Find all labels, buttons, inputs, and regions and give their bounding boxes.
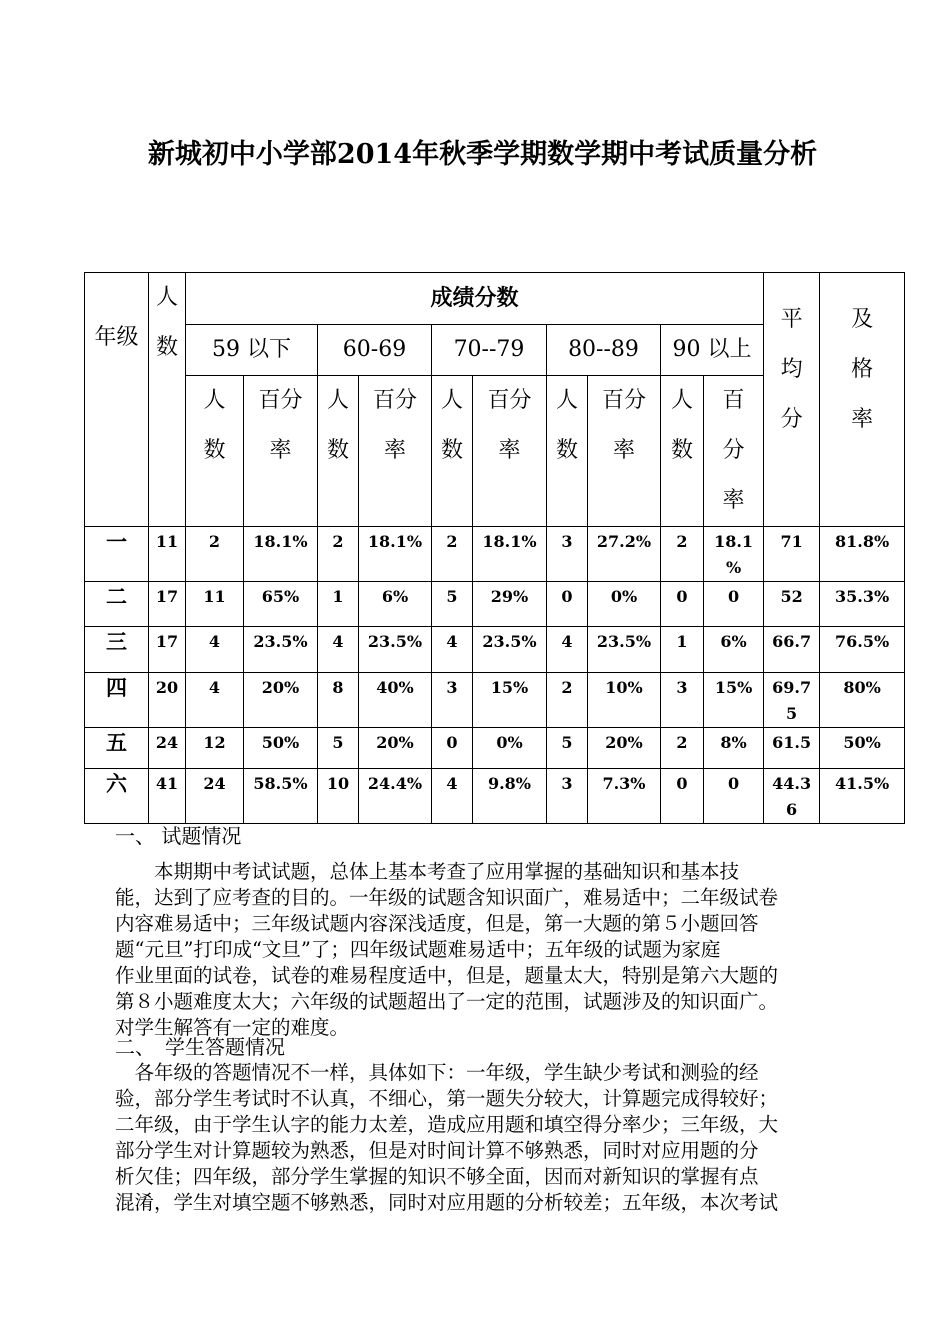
cell-value: 2 bbox=[186, 527, 244, 582]
cell-grade: 三 bbox=[85, 627, 149, 673]
cell-value: 10% bbox=[588, 673, 661, 728]
cell-value: 18.1 % bbox=[704, 527, 764, 582]
cell-value: 0 bbox=[661, 582, 704, 627]
cell-value: 0 bbox=[661, 769, 704, 824]
cell-pass-rate: 35.3% bbox=[820, 582, 905, 627]
section-heading-1: 一、 试题情况 bbox=[115, 824, 242, 848]
cell-pass-rate: 76.5% bbox=[820, 627, 905, 673]
cell-value: 4 bbox=[186, 673, 244, 728]
cell-count: 11 bbox=[149, 527, 186, 582]
cell-value: 1 bbox=[318, 582, 359, 627]
cell-value: 23.5% bbox=[359, 627, 432, 673]
cell-grade: 五 bbox=[85, 728, 149, 769]
cell-value: 50% bbox=[244, 728, 318, 769]
text-line: 对学生解答有一定的难度。 bbox=[115, 1016, 350, 1039]
text-line: 二年级，由于学生认字的能力太差，造成应用题和填空得分率少；三年级，大 bbox=[115, 1113, 779, 1136]
cell-count: 17 bbox=[149, 582, 186, 627]
cell-value: 5 bbox=[318, 728, 359, 769]
cell-value: 65% bbox=[244, 582, 318, 627]
cell-average: 69.7 5 bbox=[764, 673, 820, 728]
table-row bbox=[85, 673, 905, 728]
cell-average: 44.3 6 bbox=[764, 769, 820, 824]
cell-count: 17 bbox=[149, 627, 186, 673]
range-59-below: 59 以下 bbox=[186, 325, 318, 376]
cell-value: 40% bbox=[359, 673, 432, 728]
score-table bbox=[84, 272, 905, 824]
cell-pass-rate: 50% bbox=[820, 728, 905, 769]
cell-value: 20% bbox=[588, 728, 661, 769]
cell-value: 0% bbox=[588, 582, 661, 627]
sub-pct: 百分 率 bbox=[588, 376, 661, 527]
header-pass-rate: 及 格 率 bbox=[820, 273, 905, 527]
cell-count: 24 bbox=[149, 728, 186, 769]
cell-count: 20 bbox=[149, 673, 186, 728]
text-line: 内容难易适中；三年级试题内容深浅适度，但是，第一大题的第５小题回答 bbox=[115, 912, 759, 935]
cell-average: 66.7 bbox=[764, 627, 820, 673]
cell-grade: 六 bbox=[85, 769, 149, 824]
cell-value: 27.2% bbox=[588, 527, 661, 582]
sub-count: 人 数 bbox=[432, 376, 473, 527]
cell-value: 6% bbox=[359, 582, 432, 627]
range-60-69: 60-69 bbox=[318, 325, 432, 376]
cell-value: 4 bbox=[318, 627, 359, 673]
table-row bbox=[85, 527, 905, 582]
cell-value: 2 bbox=[432, 527, 473, 582]
cell-average: 71 bbox=[764, 527, 820, 582]
text-line: 本期期中考试试题，总体上基本考查了应用掌握的基础知识和基本技 bbox=[115, 860, 740, 883]
cell-value: 24 bbox=[186, 769, 244, 824]
cell-pass-rate: 81.8% bbox=[820, 527, 905, 582]
sub-count: 人 数 bbox=[318, 376, 359, 527]
range-90-above: 90 以上 bbox=[661, 325, 764, 376]
cell-value: 29% bbox=[473, 582, 547, 627]
text-line: 各年级的答题情况不一样，具体如下：一年级，学生缺少考试和测验的经 bbox=[115, 1061, 759, 1084]
text-line: 析欠佳；四年级，部分学生掌握的知识不够全面，因而对新知识的掌握有点 bbox=[115, 1165, 759, 1188]
cell-value: 4 bbox=[432, 769, 473, 824]
table-row bbox=[85, 728, 905, 769]
cell-value: 23.5% bbox=[588, 627, 661, 673]
cell-value: 24.4% bbox=[359, 769, 432, 824]
cell-value: 18.1% bbox=[473, 527, 547, 582]
header-average: 平 均 分 bbox=[764, 273, 820, 527]
cell-average: 61.5 bbox=[764, 728, 820, 769]
cell-average: 52 bbox=[764, 582, 820, 627]
cell-value: 0 bbox=[432, 728, 473, 769]
cell-value: 4 bbox=[186, 627, 244, 673]
sub-count: 人 数 bbox=[186, 376, 244, 527]
cell-grade: 二 bbox=[85, 582, 149, 627]
cell-value: 0% bbox=[473, 728, 547, 769]
section-1-text bbox=[115, 859, 855, 1041]
cell-value: 3 bbox=[547, 527, 588, 582]
cell-value: 9.8% bbox=[473, 769, 547, 824]
cell-value: 20% bbox=[359, 728, 432, 769]
cell-value: 23.5% bbox=[244, 627, 318, 673]
cell-value: 4 bbox=[547, 627, 588, 673]
text-line: 混淆，学生对填空题不够熟悉，同时对应用题的分析较差；五年级，本次考试 bbox=[115, 1191, 779, 1214]
cell-value: 0 bbox=[547, 582, 588, 627]
cell-value: 5 bbox=[547, 728, 588, 769]
sub-pct: 百分 率 bbox=[473, 376, 547, 527]
cell-value: 58.5% bbox=[244, 769, 318, 824]
cell-pass-rate: 41.5% bbox=[820, 769, 905, 824]
cell-value: 8 bbox=[318, 673, 359, 728]
cell-value: 2 bbox=[661, 728, 704, 769]
cell-value: 4 bbox=[432, 627, 473, 673]
sub-count: 人 数 bbox=[547, 376, 588, 527]
cell-value: 1 bbox=[661, 627, 704, 673]
section-heading-2: 二、 学生答题情况 bbox=[115, 1035, 285, 1059]
table-row bbox=[85, 627, 905, 673]
cell-value: 10 bbox=[318, 769, 359, 824]
range-80-89: 80--89 bbox=[547, 325, 661, 376]
text-line: 部分学生对计算题较为熟悉，但是对时间计算不够熟悉，同时对应用题的分 bbox=[115, 1139, 759, 1162]
header-score-group: 成绩分数 bbox=[186, 273, 764, 325]
cell-value: 2 bbox=[547, 673, 588, 728]
cell-value: 3 bbox=[432, 673, 473, 728]
cell-grade: 一 bbox=[85, 527, 149, 582]
cell-value: 23.5% bbox=[473, 627, 547, 673]
cell-value: 2 bbox=[318, 527, 359, 582]
document-title: 新城初中小学部2014年秋季学期数学期中考试质量分析 bbox=[147, 139, 818, 170]
sub-count: 人 数 bbox=[661, 376, 704, 527]
header-grade: 年级 bbox=[85, 273, 149, 527]
cell-value: 6% bbox=[704, 627, 764, 673]
cell-value: 18.1% bbox=[244, 527, 318, 582]
table-row bbox=[85, 769, 905, 824]
cell-value: 7.3% bbox=[588, 769, 661, 824]
cell-value: 8% bbox=[704, 728, 764, 769]
range-70-79: 70--79 bbox=[432, 325, 547, 376]
cell-count: 41 bbox=[149, 769, 186, 824]
cell-value: 15% bbox=[704, 673, 764, 728]
sub-pct: 百 分 率 bbox=[704, 376, 764, 527]
cell-value: 3 bbox=[661, 673, 704, 728]
section-2-text bbox=[115, 1060, 855, 1216]
cell-value: 11 bbox=[186, 582, 244, 627]
text-line: 能，达到了应考查的目的。一年级的试题含知识面广，难易适中；二年级试卷 bbox=[115, 886, 779, 909]
cell-value: 18.1% bbox=[359, 527, 432, 582]
cell-value: 2 bbox=[661, 527, 704, 582]
text-line: 第８小题难度太大；六年级的试题超出了一定的范围，试题涉及的知识面广。 bbox=[115, 990, 779, 1013]
text-line: 验，部分学生考试时不认真，不细心，第一题失分较大，计算题完成得较好； bbox=[115, 1087, 779, 1110]
header-count: 人 数 bbox=[149, 273, 186, 527]
text-line: 题“元旦”打印成“文旦”了；四年级试题难易适中；五年级的试题为家庭 bbox=[115, 938, 721, 961]
sub-pct: 百分 率 bbox=[244, 376, 318, 527]
cell-value: 15% bbox=[473, 673, 547, 728]
cell-grade: 四 bbox=[85, 673, 149, 728]
cell-value: 20% bbox=[244, 673, 318, 728]
sub-pct: 百分 率 bbox=[359, 376, 432, 527]
table-row bbox=[85, 582, 905, 627]
cell-value: 5 bbox=[432, 582, 473, 627]
cell-value: 12 bbox=[186, 728, 244, 769]
cell-value: 0 bbox=[704, 769, 764, 824]
cell-pass-rate: 80% bbox=[820, 673, 905, 728]
text-line: 作业里面的试卷，试卷的难易程度适中，但是，题量太大，特别是第六大题的 bbox=[115, 964, 779, 987]
cell-value: 0 bbox=[704, 582, 764, 627]
cell-value: 3 bbox=[547, 769, 588, 824]
